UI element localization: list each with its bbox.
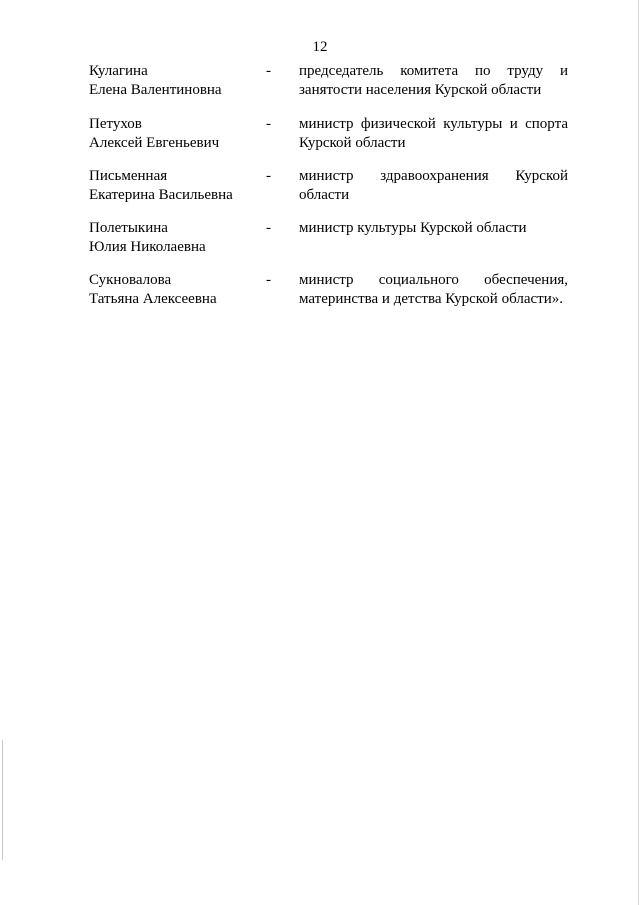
given-name: Татьяна Алексеевна	[89, 291, 217, 307]
position-line: министр физической культуры и спорта	[299, 116, 568, 132]
surname: Кулагина	[89, 63, 148, 79]
position-line: председатель комитета по труду и	[299, 63, 568, 79]
position-line: материнства и детства Курской области».	[299, 291, 563, 307]
position-title	[299, 115, 568, 153]
list-item	[0, 62, 640, 102]
position-line: области	[299, 187, 350, 203]
position-line: министр социального обеспечения,	[299, 272, 568, 288]
separator-dash: -	[266, 220, 271, 236]
position-title	[299, 219, 568, 238]
list-item	[0, 271, 640, 311]
scan-edge	[2, 740, 3, 860]
separator-dash: -	[266, 272, 271, 288]
position-line: занятости населения Курской области	[299, 82, 542, 98]
given-name: Юлия Николаевна	[89, 239, 206, 255]
surname: Полетыкина	[89, 220, 168, 236]
list-item	[0, 219, 640, 259]
given-name: Екатерина Васильевна	[89, 187, 233, 203]
surname: Письменная	[89, 168, 168, 184]
separator-dash: -	[266, 168, 271, 184]
given-name: Елена Валентиновна	[89, 82, 222, 98]
person-name	[89, 62, 259, 100]
page-number: 12	[312, 39, 328, 55]
position-line: министр культуры Курской области	[299, 220, 527, 236]
position-title	[299, 271, 568, 309]
separator-dash: -	[266, 63, 271, 79]
person-name	[89, 219, 259, 257]
given-name: Алексей Евгеньевич	[89, 135, 220, 151]
surname: Сукновалова	[89, 272, 172, 288]
list-item	[0, 167, 640, 207]
list-item	[0, 115, 640, 155]
position-title	[299, 167, 568, 205]
separator-dash: -	[266, 116, 271, 132]
person-name	[89, 115, 259, 153]
position-line: министр здравоохранения Курской	[299, 168, 568, 184]
position-title	[299, 62, 568, 100]
surname: Петухов	[89, 116, 142, 132]
scan-edge	[638, 0, 639, 905]
person-name	[89, 271, 259, 309]
person-name	[89, 167, 259, 205]
position-line: Курской области	[299, 135, 406, 151]
